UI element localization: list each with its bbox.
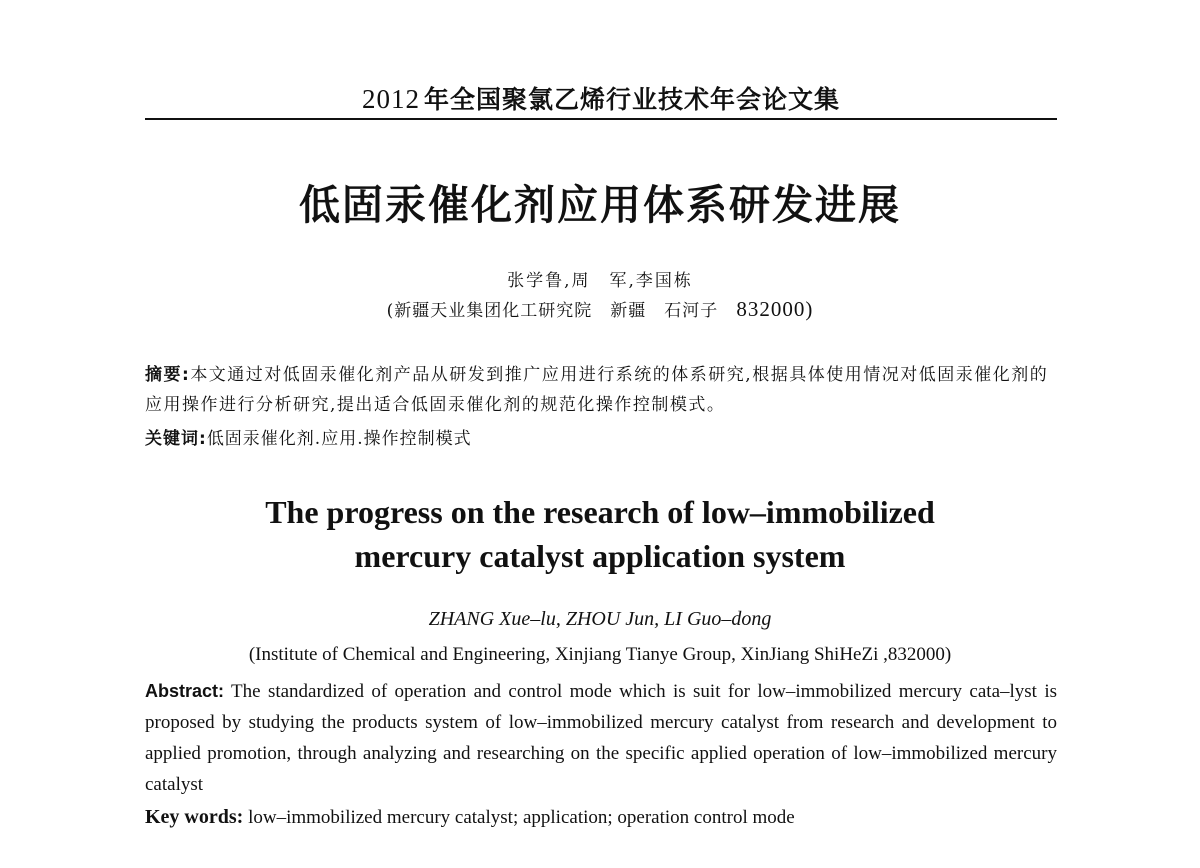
en-abstract-label: Abstract:	[145, 681, 225, 701]
en-title-line-1: The progress on the research of low–immobilized	[265, 494, 935, 530]
cn-abstract	[145, 360, 1057, 420]
cn-keywords-text: 低固汞催化剂.应用.操作控制模式	[206, 429, 472, 449]
running-header	[145, 80, 1057, 116]
cn-affiliation	[0, 296, 1200, 322]
cn-keywords	[145, 424, 1057, 454]
en-title	[0, 490, 1200, 578]
cn-affiliation-text: (新疆天业集团化工研究院 新疆 石河子	[386, 301, 737, 321]
en-keywords-text: low–immobilized mercury catalyst; application; operation control mode	[243, 807, 795, 828]
en-title-line-2: mercury catalyst application system	[354, 538, 846, 574]
en-abstract	[145, 676, 1057, 800]
cn-affiliation-postcode: 832000)	[736, 297, 814, 321]
cn-keywords-label: 关键词:	[145, 429, 207, 449]
cn-authors: 张学鲁,周 军,李国栋	[507, 271, 693, 291]
header-rule	[145, 118, 1057, 120]
running-header-year: 2012	[361, 84, 420, 114]
en-keywords	[145, 802, 1057, 833]
cn-title: 低固汞催化剂应用体系研发进展	[299, 181, 901, 229]
en-affiliation: (Institute of Chemical and Engineering, Xinjiang Tianye Group, XinJiang ShiHeZi ,832000)	[248, 644, 952, 665]
en-authors: ZHANG Xue–lu, ZHOU Jun, LI Guo–dong	[428, 608, 772, 630]
en-keywords-label: Key words:	[145, 806, 244, 828]
running-header-text: 年全国聚氯乙烯行业技术年会论文集	[423, 85, 840, 114]
cn-abstract-text: 本文通过对低固汞催化剂产品从研发到推广应用进行系统的体系研究,根据具体使用情况对低固汞催化剂的应用操作进行分析研究,提出适合低固汞催化剂的规范化操作控制模式。	[145, 365, 1049, 415]
cn-abstract-label: 摘要:	[145, 365, 191, 385]
en-abstract-text: The standardized of operation and control mode which is suit for low–immobilized mercury cata–lyst is proposed by studying the products system of low–immobilized mercury catalyst from research and development to applied promotion, through analyzing and researching on the specific applied operation of low–immobilized mercury catalyst	[145, 681, 1057, 795]
